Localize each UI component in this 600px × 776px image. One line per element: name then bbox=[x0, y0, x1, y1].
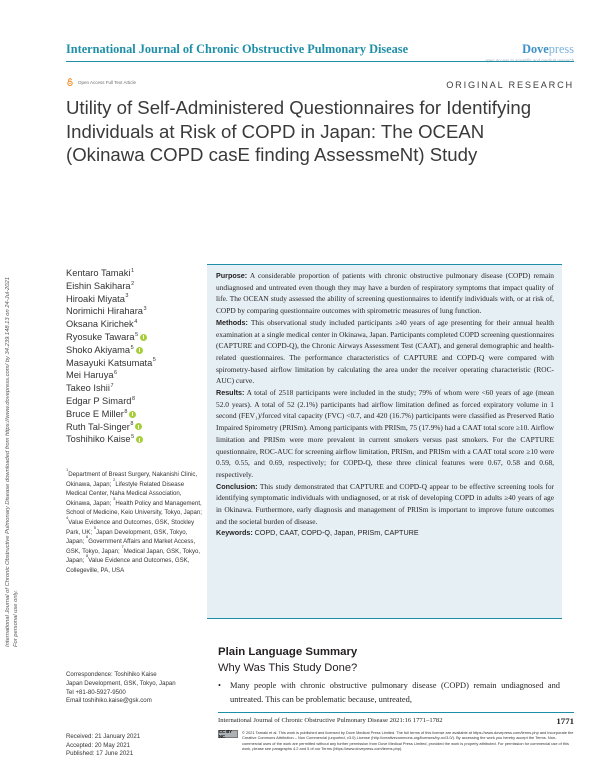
author-name: Toshihiko Kaise bbox=[66, 434, 131, 445]
author-name: Kentaro Tamaki bbox=[66, 268, 131, 278]
affiliation-list bbox=[66, 466, 204, 576]
personal-use-note: For personal use only. bbox=[13, 590, 19, 647]
affiliation-number: 2 bbox=[113, 476, 116, 482]
affiliation-number: 6 bbox=[86, 534, 89, 540]
open-access-badge bbox=[66, 78, 136, 86]
orcid-icon[interactable] bbox=[136, 436, 143, 443]
orcid-icon[interactable] bbox=[135, 423, 142, 430]
author-name: Edgar P Simard bbox=[66, 395, 132, 406]
abstract-conclusion bbox=[216, 481, 554, 528]
author-name: Masayuki Katsumata bbox=[66, 357, 153, 368]
author-name: Ruth Tal-Singer bbox=[66, 421, 130, 432]
abstract bbox=[207, 264, 562, 619]
open-access-icon bbox=[66, 78, 74, 86]
correspondence-email[interactable]: Email toshihiko.kaise@gsk.com bbox=[66, 697, 152, 705]
affiliation-number: 3 bbox=[113, 495, 116, 501]
affiliation-text: Government Affairs and Market Access, GSK, Tokyo, Japan; bbox=[66, 538, 196, 555]
author-name: Ryosuke Tawara bbox=[66, 331, 135, 342]
author-item[interactable]: Kentaro Tamaki $^1$ bbox=[66, 267, 134, 278]
abstract-purpose bbox=[216, 270, 554, 317]
publisher-name-light: press bbox=[548, 42, 574, 56]
affiliation-text: Department of Breast Surgery, Nakanishi Clinic, Okinawa, Japan; bbox=[66, 471, 198, 488]
correspondence-address: Japan Development, GSK, Tokyo, Japan bbox=[66, 679, 176, 687]
bullet-marker: • bbox=[218, 681, 221, 690]
article-title: Utility of Self-Administered Questionnaires for Identifying Individuals at Risk of COPD in Japan: The OCEAN (Okinawa COPD casE finding AssessmeNt) Study bbox=[66, 97, 532, 165]
author-item[interactable]: Norimichi Hirahara $^3$ bbox=[66, 306, 147, 317]
footer-rule bbox=[218, 712, 574, 713]
header-rule bbox=[66, 61, 574, 62]
purpose-text: A considerable proportion of patients with chronic obstructive pulmonary disease (COPD) remain undiagnosed and untreated even though they may have a burden of respiratory symptoms that impact quality of life. The OCEAN study assessed the ability of screening questionnaires to identify individuals with, or at risk of, COPD by comparing questionnaire outcomes with spirometric measures of lung function. bbox=[216, 271, 554, 316]
author-name: Eishin Sakihara bbox=[66, 280, 131, 291]
plain-language-text: Many people with chronic obstructive pulmonary disease (COPD) remain undiagnosed and untreated. This can be problematic because, untreated, bbox=[230, 681, 560, 704]
published-date: Published: 17 June 2021 bbox=[66, 750, 134, 758]
author-name: Takeo Ishii bbox=[66, 383, 110, 394]
publisher-tagline: open access to scientific and medical research bbox=[485, 58, 574, 63]
creative-commons-icon[interactable]: CC BY NC bbox=[218, 730, 238, 738]
affiliation-number: 4 bbox=[66, 514, 69, 520]
publisher-name-strong: Dove bbox=[522, 42, 549, 56]
keywords-text: COPD, CAAT, COPD-Q, Japan, PRISm, CAPTURE bbox=[254, 528, 419, 538]
author-list bbox=[66, 267, 206, 446]
author-name: Norimichi Hirahara bbox=[66, 306, 143, 317]
author-item[interactable]: Eishin Sakihara $^2$ bbox=[66, 280, 135, 291]
correspondence bbox=[66, 671, 204, 706]
author-item[interactable]: Masayuki Katsumata $^5$ bbox=[66, 357, 156, 368]
author-name: Bruce E Miller bbox=[66, 408, 124, 419]
author-item[interactable]: Takeo Ishii $^7$ bbox=[66, 383, 114, 394]
plain-language-title: Plain Language Summary bbox=[218, 646, 358, 658]
affiliation-number: 7 bbox=[121, 543, 124, 549]
license-text: © 2021 Tamaki et al. This work is published and licensed by Dove Medical Press Limited. The full terms of this license are available at https://www.dovepress.com/terms.php and incorporate the Creative Commons Attribution – Non Commercial (unported, v3.0) License (http://creativecommons.org/licenses/by-nc/3.0/). By accessing the work you hereby accept the Terms. Non-commercial uses of the work are permitted without any further permission from Dove Medical Press Limited, provided the work is properly attributed. For permission for commercial use of this work, please see paragraphs 4.2 and 5 of our Terms (https://www.dovepress.com/terms.php). bbox=[242, 730, 574, 752]
download-note bbox=[4, 92, 28, 647]
affiliation-number: 8 bbox=[86, 553, 89, 559]
abstract-keywords bbox=[216, 527, 554, 539]
author-name: Mei Haruya bbox=[66, 370, 114, 381]
author-item[interactable]: Bruce E Miller $^8$ bbox=[66, 408, 206, 421]
affiliation-text: Japan Development, GSK, Tokyo, Japan; bbox=[66, 528, 188, 546]
article-type: ORIGINAL RESEARCH bbox=[446, 80, 574, 90]
orcid-icon[interactable] bbox=[140, 334, 147, 341]
affiliation-number: 5 bbox=[93, 524, 97, 530]
author-name: Hiroaki Miyata bbox=[66, 293, 125, 304]
author-name: Oksana Kirichek bbox=[66, 319, 134, 330]
conclusion-label: Conclusion: bbox=[216, 481, 258, 491]
open-access-label: Open Access Full Text Article bbox=[78, 79, 136, 85]
author-item[interactable]: Oksana Kirichek $^4$ bbox=[66, 319, 138, 330]
article-dates bbox=[66, 733, 204, 759]
affiliation-text: Value Evidence and Outcomes, GSK, Collegeville, PA, USA bbox=[66, 557, 190, 574]
author-item[interactable]: Hiroaki Miyata $^3$ bbox=[66, 293, 129, 304]
author-item[interactable]: Ryosuke Tawara $^5$ bbox=[66, 331, 206, 344]
results-label: Results: bbox=[216, 388, 245, 398]
affiliation-text: Value Evidence and Outcomes, GSK, Stockley Park, UK; bbox=[66, 518, 195, 536]
author-item[interactable]: Ruth Tal-Singer $^8$ bbox=[66, 421, 206, 434]
purpose-label: Purpose: bbox=[216, 271, 248, 280]
methods-label: Methods: bbox=[216, 317, 248, 327]
keywords-label: Keywords: bbox=[216, 528, 253, 538]
affiliation-text: Medical Japan, GSK, Tokyo, Japan; bbox=[66, 547, 201, 565]
affiliation-number: 1 bbox=[66, 466, 69, 472]
received-date: Received: 21 January 2021 bbox=[66, 733, 141, 740]
correspondence-tel: Tel +81-80-5927-9500 bbox=[66, 688, 126, 696]
conclusion-text: This study demonstrated that CAPTURE and COPD-Q appear to be effective screening tools for identifying symptomatic individuals with undiagnosed, or at risk of developing COPD in adults ≥40 years of age in Okinawa. Furthermore, early diagnosis and management of PRISm is important to improve future outcomes and the societal burden of disease. bbox=[216, 481, 554, 526]
journal-title: International Journal of Chronic Obstructive Pulmonary Disease bbox=[66, 42, 409, 56]
results-text: A total of 2518 participants were included in the study; 79% of whom were <60 years of age (mean 52.0 years). A total of 52 (2.1%) participants had airflow limitation defined as forced expiratory volume in 1 second (FEV₁)/forced vital capacity (FVC) <0.7, and 420 (16.7%) participants were classified as Preserved Ratio Impaired Spirometry (PRISm). Among participants with PRISm, 75 (17.9%) had a CAAT total score ≥10. Airflow limitation and PRISm were more prevalent in current smokers versus past smokers. For the CAPTURE questionnaire, ROC-AUC for screening airflow limitation, PRISm, and PRISm with a CAAT total score ≥10 were 0.59, 0.55, and 0.69, respectively; for COPD-Q, these three clinical features were 0.67, 0.58 and 0.68, respectively. bbox=[216, 388, 554, 479]
author-item[interactable]: Shoko Akiyama $^5$ bbox=[66, 344, 206, 357]
orcid-icon[interactable] bbox=[129, 411, 136, 418]
publisher-logo[interactable] bbox=[522, 42, 574, 57]
author-item[interactable]: Mei Haruya $^6$ bbox=[66, 370, 118, 381]
footer-citation[interactable]: International Journal of Chronic Obstructive Pulmonary Disease 2021:16 1771–1782 bbox=[218, 717, 443, 724]
plain-language-item bbox=[218, 679, 560, 706]
abstract-methods bbox=[216, 317, 554, 387]
plain-language-subtitle: Why Was This Study Done? bbox=[218, 662, 358, 674]
author-item[interactable]: Toshihiko Kaise $^5$ bbox=[66, 433, 206, 446]
correspondence-label: Correspondence: Toshihiko Kaise bbox=[66, 671, 157, 678]
page-number: 1771 bbox=[556, 716, 574, 726]
methods-text: This observational study included participants ≥40 years of age presenting for their annual health examination at a single medical center in Okinawa, Japan. Participants completed COPD screening questionnaires (CAPTURE and COPD-Q), the Chronic Airways Assessment Test (CAAT), and general demographic and health-related questionnaires. The performance characteristics of CAPTURE and COPD-Q were compared with spirometry-based airflow limitation by calculating the area under the receiver operating characteristic (ROC-AUC) curve. bbox=[216, 317, 554, 386]
author-name: Shoko Akiyama bbox=[66, 344, 131, 355]
affiliation-text: Health Policy and Management, School of Medicine, Keio University, Tokyo, Japan; bbox=[66, 499, 202, 517]
download-note-line: International Journal of Chronic Obstructive Pulmonary Disease downloaded from https://www.dovepress.com/ by 34.239.148.13 on 24-Jul-2021 bbox=[5, 277, 11, 647]
accepted-date: Accepted: 20 May 2021 bbox=[66, 741, 131, 749]
orcid-icon[interactable] bbox=[136, 347, 143, 354]
affiliation-text: Lifestyle Related Disease Medical Center, Naha Medical Association, Okinawa, Japan; bbox=[66, 480, 185, 507]
author-item[interactable]: Edgar P Simard $^8$ bbox=[66, 395, 136, 406]
abstract-results bbox=[216, 387, 554, 481]
license bbox=[218, 730, 574, 752]
